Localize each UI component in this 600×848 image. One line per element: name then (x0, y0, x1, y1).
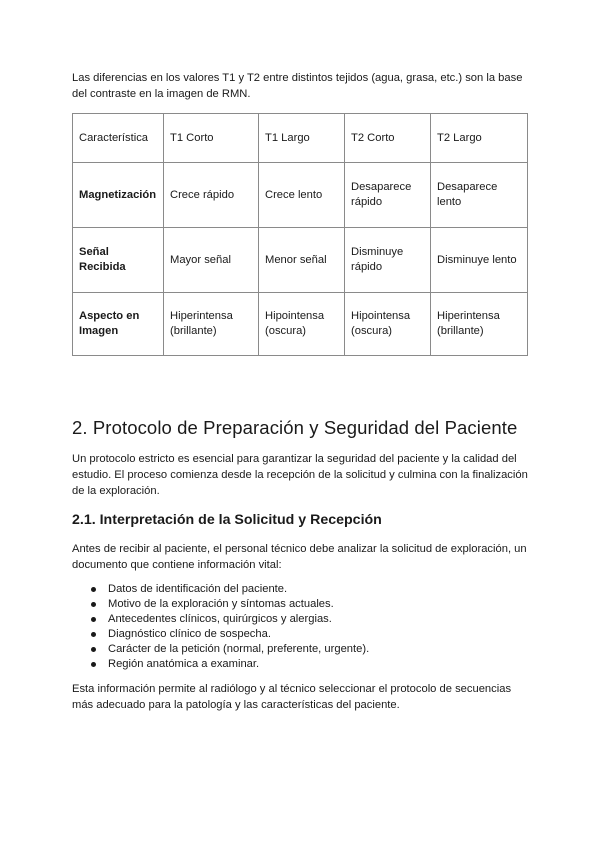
list-item-text: Datos de identificación del paciente. (108, 583, 288, 595)
table-cell: Hipointensa (oscura) (259, 293, 345, 356)
table-row (73, 228, 528, 293)
table-cell: Crece lento (259, 163, 345, 228)
table-cell: Disminuye lento (431, 228, 528, 293)
row-label-cell: Señal Recibida (73, 228, 164, 293)
table-cell: Crece rápido (164, 163, 259, 228)
table-cell: Mayor señal (164, 228, 259, 293)
table-cell: Hipointensa (oscura) (345, 293, 431, 356)
list-item-text: Diagnóstico clínico de sospecha. (108, 628, 271, 640)
list-item (108, 582, 369, 597)
table-header-cell: T1 Corto (164, 114, 259, 163)
required-info-list (72, 582, 369, 672)
table-row (73, 163, 528, 228)
table-header-row (73, 114, 528, 163)
bullet-dot-icon (91, 602, 96, 607)
t1-t2-comparison-table (72, 113, 528, 356)
table-header-cell: T1 Largo (259, 114, 345, 163)
table-cell: Hiperintensa (brillante) (431, 293, 528, 356)
list-item (108, 642, 369, 657)
list-item (108, 657, 369, 672)
subsection-intro-paragraph: Antes de recibir al paciente, el personal técnico debe analizar la solicitud de exploración, un documento que contiene información vital: (72, 543, 527, 571)
list-item-text: Antecedentes clínicos, quirúrgicos y alergias. (108, 613, 332, 625)
table-header-cell: T2 Largo (431, 114, 528, 163)
bullet-dot-icon (91, 587, 96, 592)
section-intro-paragraph: Un protocolo estricto es esencial para garantizar la seguridad del paciente y la calidad del estudio. El proceso comienza desde la recepción de la solicitud y culmina con la finalización de la exploración. (72, 453, 528, 497)
row-label-cell: Aspecto en Imagen (73, 293, 164, 356)
list-item (108, 627, 369, 642)
list-item (108, 612, 369, 627)
table-cell: Hiperintensa (brillante) (164, 293, 259, 356)
table-header-cell: Característica (73, 114, 164, 163)
section-heading: 2. Protocolo de Preparación y Seguridad del Paciente (72, 417, 518, 438)
table-cell: Disminuye rápido (345, 228, 431, 293)
bullet-dot-icon (91, 617, 96, 622)
table-cell: Desaparece lento (431, 163, 528, 228)
list-item-text: Región anatómica a examinar. (108, 658, 260, 670)
list-item-text: Carácter de la petición (normal, preferente, urgente). (108, 643, 370, 655)
table-cell: Desaparece rápido (345, 163, 431, 228)
closing-paragraph: Esta información permite al radiólogo y al técnico seleccionar el protocolo de secuencias más adecuado para la patología y las características del paciente. (72, 683, 512, 711)
bullet-dot-icon (91, 662, 96, 667)
bullet-dot-icon (91, 647, 96, 652)
list-item (108, 597, 369, 612)
table-cell: Menor señal (259, 228, 345, 293)
intro-paragraph: Las diferencias en los valores T1 y T2 entre distintos tejidos (agua, grasa, etc.) son la base del contraste en la imagen de RMN. (72, 72, 523, 100)
table-row (73, 293, 528, 356)
table-header-cell: T2 Corto (345, 114, 431, 163)
bullet-dot-icon (91, 632, 96, 637)
subsection-heading: 2.1. Interpretación de la Solicitud y Recepción (72, 512, 382, 528)
row-label-cell: Magnetización (73, 163, 164, 228)
list-item-text: Motivo de la exploración y síntomas actuales. (108, 598, 334, 610)
